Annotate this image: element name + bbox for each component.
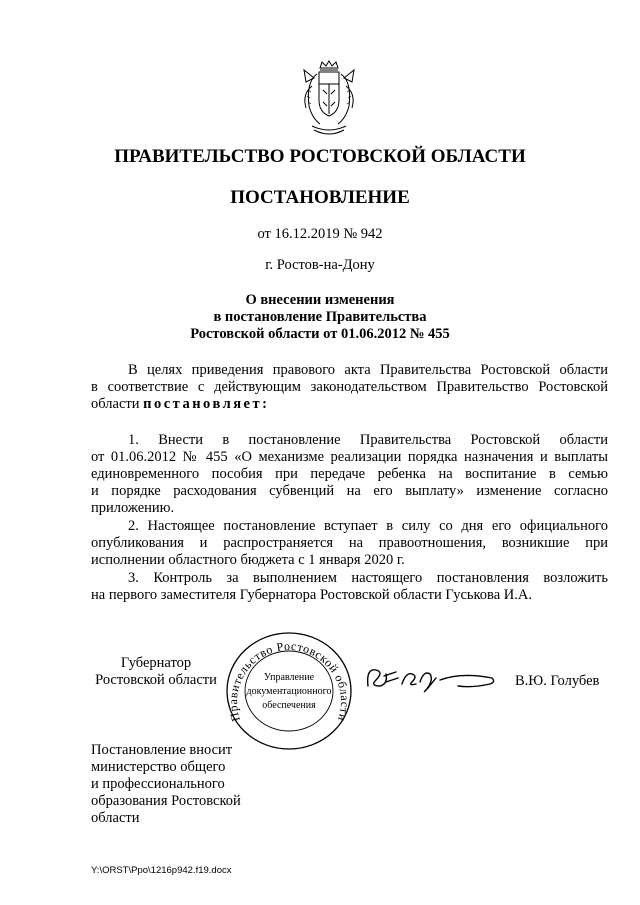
text-line: [91, 396, 608, 413]
position-line: Ростовской области: [95, 672, 217, 688]
stamp-inner-text: Управление: [263, 672, 315, 683]
coat-of-arms-emblem: [300, 60, 358, 138]
government-title: ПРАВИТЕЛЬСТВО РОСТОВСКОЙ ОБЛАСТИ: [114, 146, 526, 167]
item-paragraph-1: [91, 432, 608, 517]
text-line: единовременного пособия при передаче ребенка на воспитание в семью: [91, 466, 608, 482]
stamp-inner-text: обеспечения: [262, 700, 316, 711]
item-paragraph-2: [91, 518, 608, 569]
stamp-inner-text: документационного: [246, 686, 332, 697]
text-line: в соответствие с действующим законодательством Правительство Ростовской: [91, 379, 608, 395]
text-fragment: области: [91, 396, 144, 412]
file-path-footer: Y:\ORST\Ppo\1216p942.f19.docx: [91, 865, 232, 876]
text-line: опубликования и распространяется на правоотношения, возникшие при: [91, 535, 608, 551]
text-line: 2. Настоящее постановление вступает в силу со дня его официального: [128, 518, 608, 534]
signatory-name: В.Ю. Голубев: [515, 673, 600, 689]
signatory-position: [91, 655, 221, 689]
text-line: и порядке расходования субвенций на его выплату» изменение согласно: [91, 483, 608, 499]
subject-line: Ростовской области от 01.06.2012 № 455: [190, 326, 450, 342]
note-line: Постановление вносит: [91, 742, 233, 758]
note-line: министерство общего: [91, 759, 226, 775]
text-line: на первого заместителя Губернатора Ростовской области Гуськова И.А.: [91, 587, 532, 603]
official-stamp: [222, 630, 356, 752]
city-line: г. Ростов-на-Дону: [265, 257, 375, 273]
note-line: образования Ростовской: [91, 793, 241, 809]
document-subject: [0, 292, 640, 343]
position-line: Губернатор: [120, 655, 192, 671]
text-line: 3. Контроль за выполнением настоящего постановления возложить: [128, 570, 608, 586]
handwritten-signature: [362, 660, 502, 696]
preamble-paragraph: [91, 362, 608, 413]
introduced-by-note: [91, 742, 241, 827]
text-line: приложению.: [91, 500, 175, 516]
subject-line: в постановление Правительства: [213, 309, 427, 325]
document-type-title: ПОСТАНОВЛЕНИЕ: [230, 187, 410, 208]
item-paragraph-3: [91, 570, 608, 604]
resolution-keyword: постановляет:: [143, 396, 270, 412]
note-line: и профессионального: [91, 776, 225, 792]
text-line: от 01.06.2012 № 455 «О механизме реализации порядка назначения и выплаты: [91, 449, 608, 465]
text-line: В целях приведения правового акта Правительства Ростовской области: [128, 362, 608, 378]
text-line: 1. Внести в постановление Правительства Ростовской области: [128, 432, 608, 448]
note-line: области: [91, 810, 140, 826]
subject-line: О внесении изменения: [245, 292, 395, 308]
text-line: исполнении областного бюджета с 1 января 2020 г.: [91, 552, 405, 568]
date-number-line: от 16.12.2019 № 942: [257, 226, 383, 242]
stamp-outer-text: Правительство Ростовской области: [225, 638, 353, 724]
